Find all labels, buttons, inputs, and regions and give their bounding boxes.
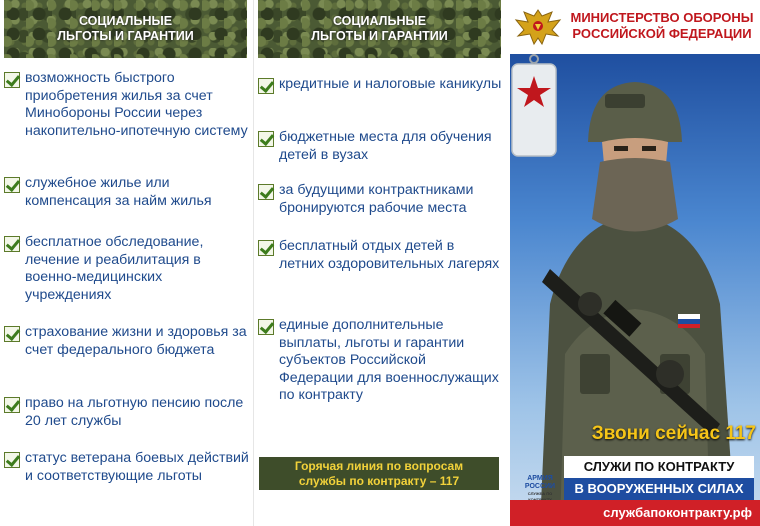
checkbox-icon xyxy=(258,184,274,200)
badge-label xyxy=(516,475,564,503)
panel-header xyxy=(4,0,247,58)
army-russia-badge-icon xyxy=(510,54,558,160)
ministry-line: МИНИСТЕРСТВО ОБОРОНЫ xyxy=(570,10,754,25)
checkbox-icon xyxy=(4,72,20,88)
badge-line: РОССИИ xyxy=(524,483,556,490)
list-item xyxy=(258,76,503,94)
checkbox-icon xyxy=(4,177,20,193)
header-line: СОЦИАЛЬНЫЕ xyxy=(78,14,173,28)
header-line: СОЦИАЛЬНЫЕ xyxy=(332,14,427,28)
checkbox-icon xyxy=(4,326,20,342)
item-text: возможность быстрого приобретения жилья за счет Минобороны России через накопительно-ипотечную систему xyxy=(25,70,248,139)
checkbox-icon xyxy=(258,131,274,147)
item-text: единые дополнительные выплаты, льготы и гарантии субъектов Российской Федерации для военнослужащих по контракту xyxy=(279,317,499,403)
list-item xyxy=(258,129,503,164)
checkbox-icon xyxy=(4,236,20,252)
armed-forces-text: В ВООРУЖЕННЫХ СИЛАХ xyxy=(564,478,754,500)
header-line: ЛЬГОТЫ И ГАРАНТИИ xyxy=(311,29,448,43)
item-text: служебное жилье или компенсация за найм жилья xyxy=(25,175,212,209)
list-item xyxy=(258,182,503,217)
call-now-text: Звони сейчас 117 xyxy=(591,423,756,444)
serve-contract-text: СЛУЖИ ПО КОНТРАКТУ xyxy=(564,456,754,478)
hotline-text: Горячая линия по вопросам xyxy=(294,458,464,473)
badge-line: АРМИЯ xyxy=(527,475,553,482)
item-text: кредитные и налоговые каникулы xyxy=(279,76,502,92)
list-item xyxy=(258,317,503,405)
list-item xyxy=(258,238,503,273)
soldier-photo xyxy=(510,54,760,526)
item-text: право на льготную пенсию после 20 лет службы xyxy=(25,395,244,429)
ministry-header xyxy=(506,0,760,54)
list-item xyxy=(4,234,249,304)
checkbox-icon xyxy=(4,452,20,468)
item-text: страхование жизни и здоровья за счет федерального бюджета xyxy=(25,324,247,358)
badge-line: СЛУЖБА ПО xyxy=(527,491,553,496)
item-text: бесплатный отдых детей в летних оздоровительных лагерях xyxy=(279,238,500,272)
item-text: за будущими контрактниками бронируются рабочие места xyxy=(279,182,474,216)
benefits-panel-middle xyxy=(253,0,506,526)
benefits-panel-left xyxy=(0,0,253,526)
double-headed-eagle-icon xyxy=(512,6,564,48)
list-item xyxy=(4,395,249,430)
list-item xyxy=(4,70,249,140)
item-text: бюджетные места для обучения детей в вузах xyxy=(279,129,492,163)
checkbox-icon xyxy=(4,397,20,413)
list-item xyxy=(4,175,249,210)
hotline-banner xyxy=(259,457,499,490)
ministry-title xyxy=(568,10,756,42)
ministry-line: РОССИЙСКОЙ ФЕДЕРАЦИИ xyxy=(572,26,752,41)
item-text: бесплатное обследование, лечение и реабилитация в военно-медицинских учреждениях xyxy=(25,234,204,303)
panel-header xyxy=(258,0,501,58)
item-text: статус ветерана боевых действий и соответствующие льготы xyxy=(25,450,249,484)
list-item xyxy=(4,324,249,359)
checkbox-icon xyxy=(258,240,274,256)
list-item xyxy=(4,450,249,485)
website-link[interactable]: службапоконтракту.рф xyxy=(510,500,760,526)
hotline-text: службы по контракту – 117 xyxy=(298,473,460,488)
checkbox-icon xyxy=(258,78,274,94)
recruitment-panel xyxy=(506,0,760,526)
checkbox-icon xyxy=(258,319,274,335)
header-line: ЛЬГОТЫ И ГАРАНТИИ xyxy=(57,29,194,43)
